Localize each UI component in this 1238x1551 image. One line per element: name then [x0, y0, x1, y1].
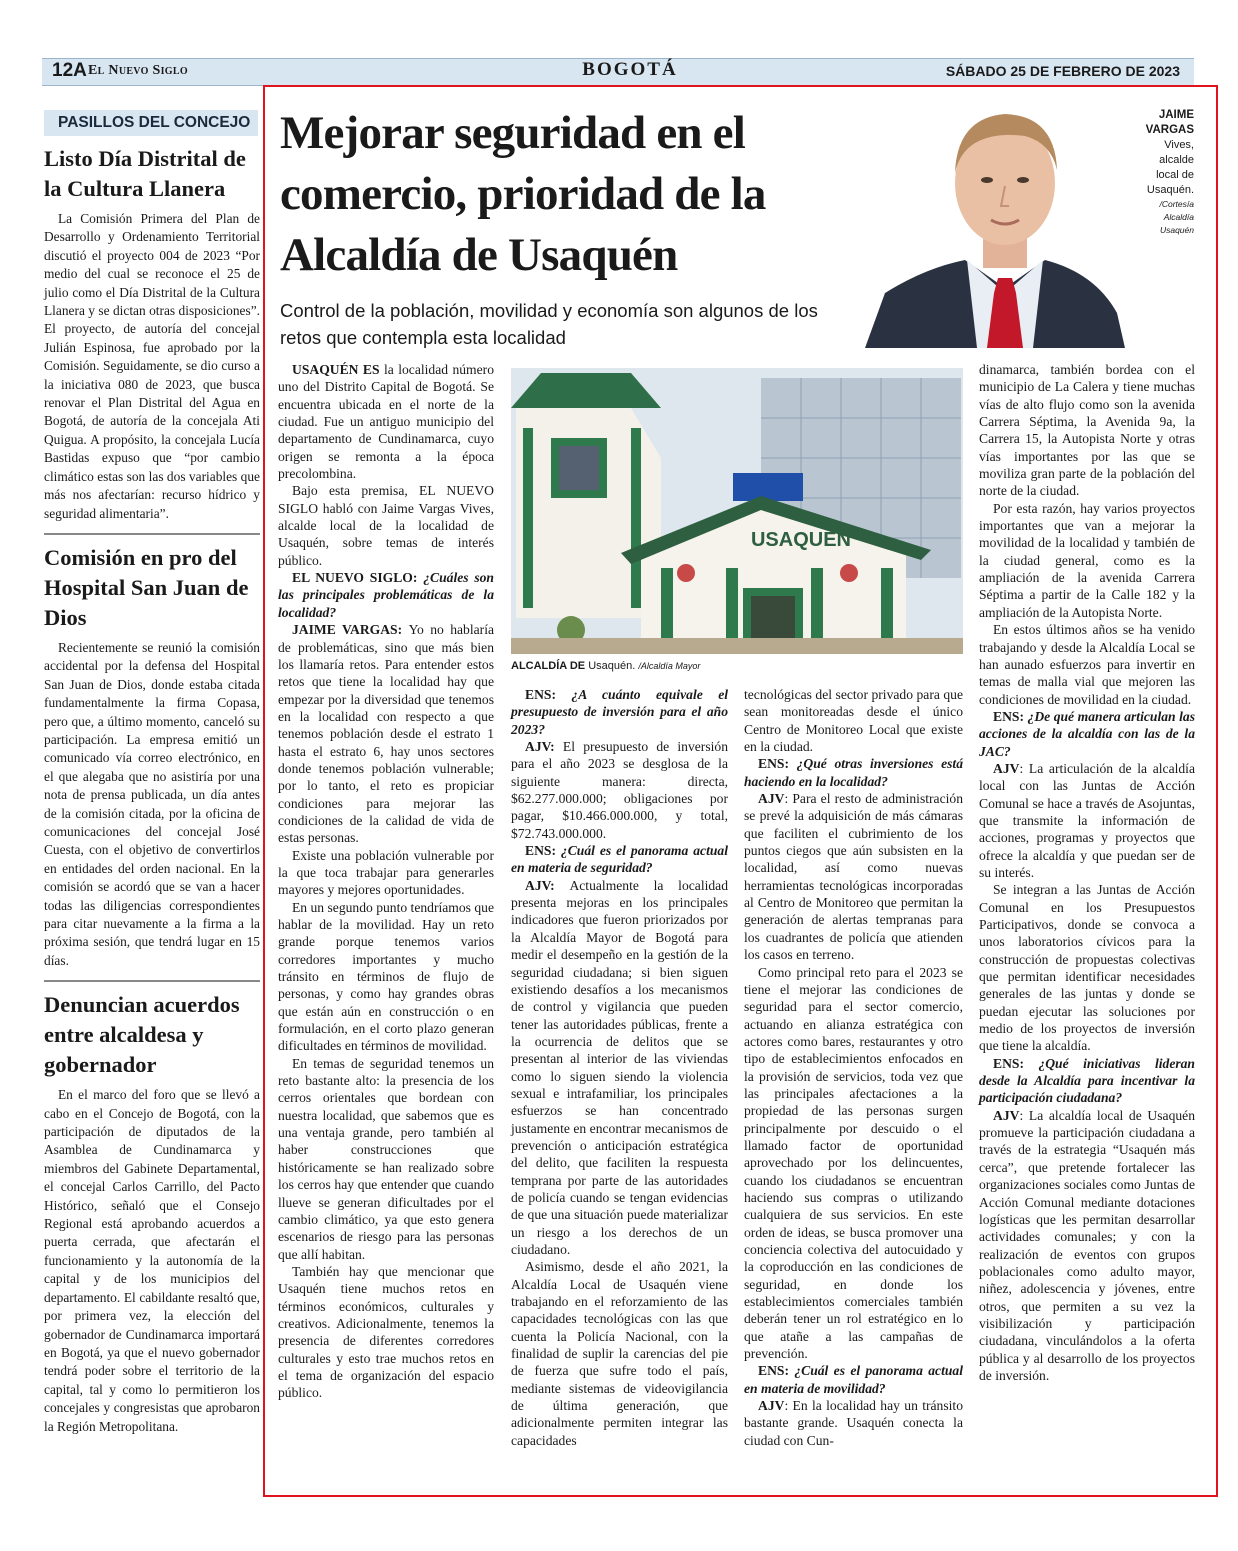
- photo-caption-text: Usaquén.: [588, 660, 636, 672]
- article-column-1: [278, 361, 494, 1402]
- station-sign: USAQUEN: [750, 529, 852, 551]
- article-column-2: [511, 686, 728, 1449]
- issue-date: SÁBADO 25 DE FEBRERO DE 2023: [945, 63, 1180, 79]
- paragraph-sp: JAIME VARGAS:: [292, 622, 409, 638]
- sidebar-column: [44, 110, 260, 1436]
- paragraph-lead: USAQUÉN ES: [292, 362, 380, 377]
- brief-1: [44, 144, 260, 523]
- paragraph-sp: ENS:: [758, 1363, 795, 1379]
- paragraph-sp: ENS:: [525, 843, 561, 859]
- divider: [44, 980, 260, 982]
- article-paragraph: [278, 482, 494, 569]
- paragraph-text: Existe una población vulnerable por la que toca trabajar para generarles mayores y mejores oportunidades.: [278, 847, 494, 898]
- paragraph-text: Yo no hablaría de problemáticas, sino que más bien los llamaría retos. Para entender estos retos que tiene la localidad hay que empezar por la diversidad que tenemos en la localidad con respecto a que tenemos población desde el estrato 1 hasta el estrato 6, hay unos sectores donde tenemos población vulnerable; por lo tanto, el reto es propiciar condiciones para mejorar las condiciones de la calidad de vida de estas personas.: [278, 622, 495, 846]
- portrait-caption: [1104, 108, 1194, 237]
- paragraph-sp: AJV: [758, 1398, 785, 1414]
- photo-caption-bold: ALCALDÍA DE: [511, 660, 586, 672]
- article-paragraph: [979, 1107, 1195, 1385]
- caption-role-line: local de: [1156, 169, 1194, 181]
- page-number: 12A: [52, 60, 87, 81]
- article-paragraph: [511, 877, 728, 1259]
- article-headline: Mejorar seguridad en el comercio, prioridad de la Alcaldía de Usaquén: [280, 107, 766, 281]
- photo-caption-credit: /Alcaldía Mayor: [638, 661, 701, 671]
- article-paragraph: [979, 500, 1195, 621]
- article-paragraph: [744, 790, 963, 963]
- paragraph-ask: ¿A cuánto equivale el presupuesto de inversión para el año 2023?: [511, 687, 729, 737]
- divider: [44, 533, 260, 535]
- article-paragraph: [744, 1397, 963, 1449]
- brief-title: Comisión en pro del Hospital San Juan de Dios: [44, 544, 249, 630]
- brief-body: En el marco del foro que se llevó a cabo en el Concejo de Bogotá, con la participación de diputados de la Asamblea de Cundinamarca y miembros del Gabinete Departamental, el concejal Carlos Carrillo, del Pacto Histórico, señaló que el Consejo Regional está aprobando acuerdos a puerta cerrada, que afectarán el funcionamiento y la autonomía de la capital y de los municipios del departamento. El cabildante resaltó que, por primera vez, la elección del gobernador de Cundinamarca importará en Bogotá, ya que el nuevo gobernador tendrá poder sobre el territorio de la capital, tal y como lo permitieron los concejales y congresistas que aprobaron la Región Metropolitana.: [44, 1087, 260, 1434]
- article-paragraph: [511, 1258, 728, 1449]
- brief-title: Listo Día Distrital de la Cultura Llanera: [44, 146, 246, 201]
- paragraph-ask: ¿De qué manera articulan las acciones de la alcaldía con las de la JAC?: [979, 708, 1195, 759]
- paragraph-sp: AJV: [758, 791, 785, 807]
- paragraph-text: : En la localidad hay un tránsito bastante grande. Usaquén conecta la ciudad con Cun-: [744, 1398, 963, 1448]
- paragraph-text: tecnológicas del sector privado para que sean monitoreadas desde el único Centro de Monitoreo Local que existe en la ciudad.: [744, 687, 963, 755]
- article-paragraph: [278, 1263, 494, 1402]
- caption-role-line: Usaquén.: [1146, 184, 1194, 196]
- paragraph-sp: ENS:: [993, 708, 1028, 724]
- section-name: BOGOTÁ: [582, 59, 678, 80]
- paragraph-sp: ENS:: [525, 687, 572, 702]
- article-paragraph: [979, 361, 1195, 500]
- paragraph-sp: AJV: [993, 760, 1020, 776]
- sidebar-section-label: PASILLOS DEL CONCEJO: [44, 110, 258, 136]
- article-column-3: [744, 686, 963, 1449]
- portrait-photo: [855, 88, 1135, 348]
- paragraph-text: También hay que mencionar que Usaquén tiene muchos retos en términos económicos, culturales y creativos. Adicionalmente, tenemos la presencia de diferentes corredores culturales y esto trae muchos retos en el tema de organización del espacio público.: [278, 1263, 494, 1401]
- paragraph-text: Se integran a las Juntas de Acción Comunal en los Presupuestos Participativos, donde se convoca a unos laboratorios cívicos para la construcción de propuestas colectivas que permitan identificar necesidades generales de las juntas y donde se puedan ejecutar las soluciones por medio de los proyectos de inversión que tiene la alcaldía.: [979, 882, 1195, 1054]
- article-paragraph: [979, 1055, 1195, 1107]
- paragraph-sp: AJV:: [525, 877, 570, 893]
- photo-caption: [511, 660, 700, 672]
- paragraph-text: Actualmente la localidad presenta mejoras en los principales indicadores que fueron priorizados por la Alcaldía Mayor de Bogotá para medir el desempeño en la gestión de la seguridad ciudadana; si bien siguen existiendo desafíos a los mecanismos de control y vigilancia que pueden tener las autoridades públicas, frente a la ocurrencia de delitos que se presentan al interior de las viviendas como lo siguen siendo la violencia sexual e intrafamiliar, los principales esfuerzos se han concentrado justamente en encontrar mecanismos de prevención o anticipación estratégica del delito, que faciliten la respuesta temprana por parte de las autoridades de policía cuando se tengan evidencias de que una situación puede materializar un riesgo a los derechos de un ciudadano.: [511, 877, 728, 1257]
- article-paragraph: [744, 964, 963, 1363]
- paragraph-text: En temas de seguridad tenemos un reto bastante alto: la presencia de los cerros orientales que bordean con nuestra localidad, que sabemos que es una ventaja grande, pero también al haber construcciones que históricamente se han realizado sobre los cerros hay que entender que cuando llueve se generan dificultades por el cambio climático, ya que esto genera escenarios de riesgo para las personas que allí habitan.: [278, 1055, 494, 1262]
- article-paragraph: [744, 686, 963, 755]
- paragraph-text: El presupuesto de inversión para el año 2023 se desglosa de la siguiente manera: directa, $62.277.000.000; obligaciones por pagar, $10.466.000.000, y total, $72.743.000.000.: [511, 739, 728, 841]
- paragraph-text: En un segundo punto tendríamos que hablar de la movilidad. Hay un reto grande porque tenemos varios corredores importantes y mucho tránsito en términos de flujo de personas, y como hay grandes obras que están aún en construcción o en formulación, en el corto plazo generan dificultades en términos de movilidad.: [278, 899, 494, 1054]
- brief-body: La Comisión Primera del Plan de Desarrollo y Ordenamiento Territorial discutió el proyecto 004 de 2023 “Por medio del cual se reconoce el 25 de julio como el Día Distrital de la Cultura Llanera y se dictan otras disposiciones”. El proyecto, de autoría del concejal Julián Espinosa, fue aprobado por la Comisión. Seguidamente, se dio curso a la iniciativa 080 de 2023, que busca renovar el Plan Distrital del Agua en Bogotá, de autoría de la concejala Ati Quigua. A propósito, la concejala Lucía Bastidas expuso que “por cambio climático estas son las dos variables que más nos afectarían: recurso hídrico y seguridad alimentaria”.: [44, 211, 260, 521]
- article-paragraph: [278, 569, 494, 621]
- article-paragraph: [979, 621, 1195, 708]
- paragraph-ask: ¿Cuál es el panorama actual en materia de seguridad?: [511, 843, 728, 876]
- paragraph-ask: ¿Qué iniciativas lideran desde la Alcaldía para incentivar la participación ciudadana?: [979, 1055, 1195, 1106]
- paragraph-text: Como principal reto para el 2023 se tiene el mejorar las condiciones de seguridad para el sector comercio, actuando en alianza estratégica con actores como bares, restaurantes y otro tipo de establecimientos enfocados en la provisión de servicios, toda vez que las principales afectaciones a la propiedad de las personas surgen principalmente por descuido o el llamado factor de oportunidad aprovechado por los delincuentes, cuando los ciudadanos se encuentran haciendo sus compras o utilizando cualquiera de sus servicios. En este orden de ideas, se busca promover una conciencia colectiva del autocuidado y la coproducción en las condiciones de seguridad, en donde los establecimientos comerciales también deberán tener un rol estratégico en lo que atañe a las campañas de prevención.: [744, 964, 963, 1362]
- article-paragraph: [979, 760, 1195, 881]
- paragraph-text: Por esta razón, hay varios proyectos importantes que van a mejorar la movilidad de la localidad y también de la ciudad general, como es la ampliación de la avenida Carrera Séptima a partir de la Calle 182 y la ampliación de la Autopista Norte.: [979, 500, 1195, 620]
- paragraph-ask: ¿Cuál es el panorama actual en materia de movilidad?: [744, 1363, 964, 1396]
- article-paragraph: [278, 1055, 494, 1263]
- paragraph-text: : La articulación de la alcaldía local con las Juntas de Acción Comunal se hace a través de Asojuntas, que transmite la información de acciones, programas y proyectos que ofrece la alcaldía y que puedan ser de su interés.: [979, 760, 1195, 880]
- paragraph-text: dinamarca, también bordea con el municipio de La Calera y tiene muchas vías de alto flujo como son la avenida Carrera Séptima, la Avenida 9a, la Carrera 15, la Autopista Norte y otras vías importantes por las que se moviliza gran parte de la población del norte de la ciudad.: [979, 362, 1195, 499]
- brief-2: [44, 543, 260, 970]
- article-paragraph: [979, 708, 1195, 760]
- caption-credit-line: /Cortesía: [1159, 199, 1194, 209]
- paragraph-ask: ¿Cuáles son las principales problemáticas de la localidad?: [278, 570, 494, 620]
- article-paragraph: [511, 738, 728, 842]
- paragraph-text: : Para el resto de administración se prevé la adquisición de más cámaras que faciliten el cubrimiento de los puntos ciegos que aún subsisten en la localidad, así como nuevas herramientas tecnológicas incorporadas al Centro de Monitoreo que permitan la generación de alertas tempranas para los cuadrantes de policía que atienden los casos en terreno.: [744, 791, 963, 963]
- paragraph-sp: AJV: [993, 1107, 1020, 1123]
- newspaper-name: El Nuevo Siglo: [88, 63, 188, 78]
- caption-credit-line: Alcaldía: [1163, 212, 1194, 222]
- paragraph-text: la localidad número uno del Distrito Capital de Bogotá. Se encuentra ubicada en el norte de la ciudad. Fue un antiguo municipio del departamento de Cundinamarca, cuyo origen se remonta a la época precolombina.: [278, 362, 494, 482]
- brief-3: [44, 990, 260, 1436]
- article-paragraph: [979, 881, 1195, 1054]
- caption-role-line: alcalde: [1159, 154, 1194, 166]
- article-paragraph: [744, 755, 963, 790]
- paragraph-ask: ¿Qué otras inversiones está haciendo en la localidad?: [744, 756, 963, 789]
- caption-name-line: VARGAS: [1145, 124, 1194, 136]
- paragraph-text: : La alcaldía local de Usaquén promueve la participación ciudadana a través de la estrategia “Usaquén más cerca”, que pretende fortalecer las organizaciones sociales como Juntas de Acción Comunal mediante dotaciones logísticas que les permitan desarrollar actividades comunales; y con la realización de eventos con grupos poblacionales como adulto mayor, niñez, adolescencia y jóvenes, entre otros, que permiten a su vez la visibilización y participación ciudadana, vinculándolos a la oferta pública y al desarrollo de los proyectos de inversión.: [979, 1107, 1195, 1383]
- article-column-4: [979, 361, 1195, 1384]
- paragraph-sp: AJV:: [525, 739, 563, 755]
- caption-role-line: Vives,: [1164, 139, 1194, 151]
- brief-body: Recientemente se reunió la comisión accidental por la defensa del Hospital San Juan de Dios, donde estaba citada fundamentalmente la firma Copasa, pero que, a último momento, canceló su participación. La empresa emitió un comunicado vía correo electrónico, en el que alegaba que no asistiría por una nota de prensa publicada, un día antes de la comisión citada, por la oficina de comunicaciones del concejal José Cuesta, con el objetivo de convertirlos en entidades del orden nacional. En la comisión se acordó que se van a hacer todas las diligencias correspondientes para citar nuevamente a la firma a la próxima sesión, que tendrá lugar en 15 días.: [44, 639, 260, 968]
- article-paragraph: [511, 686, 728, 738]
- caption-name-line: JAIME: [1158, 109, 1194, 121]
- paragraph-text: Bajo esta premisa, EL NUEVO SIGLO habló con Jaime Vargas Vives, alcalde local de la localidad de Usaquén, sobre temas de interés público.: [278, 483, 494, 568]
- paragraph-sp: EL NUEVO SIGLO:: [292, 570, 424, 586]
- brief-title: Denuncian acuerdos entre alcaldesa y gobernador: [44, 992, 240, 1078]
- article-paragraph: [278, 361, 494, 482]
- article-paragraph: [278, 847, 494, 899]
- article-paragraph: [278, 899, 494, 1055]
- paragraph-text: Asimismo, desde el año 2021, la Alcaldía Local de Usaquén viene trabajando en el reforzamiento de las capacidades tecnológicas con las que cuenta la Policía Nacional, con la finalidad de suplir la carencias del pie de fuerza que sufre todo el país, mediante sistemas de videovigilancia de última generación, que adicionalmente permiten integrar las capacidades: [511, 1259, 728, 1448]
- article-subhead: Control de la población, movilidad y economía son algunos de los retos que contempla esta localidad: [280, 300, 818, 348]
- article-paragraph: [511, 842, 728, 877]
- paragraph-text: En estos últimos años se ha venido trabajando y desde la Alcaldía Local se han aunado esfuerzos para invertir en temas de malla vial que mejoren las condiciones de movilidad en la ciudad.: [979, 622, 1195, 707]
- building-photo: [511, 368, 963, 654]
- caption-credit-line: Usaquén: [1159, 225, 1194, 235]
- article-paragraph: [744, 1362, 963, 1397]
- paragraph-sp: ENS:: [993, 1055, 1039, 1071]
- paragraph-sp: ENS:: [758, 756, 797, 772]
- article-paragraph: [278, 621, 494, 846]
